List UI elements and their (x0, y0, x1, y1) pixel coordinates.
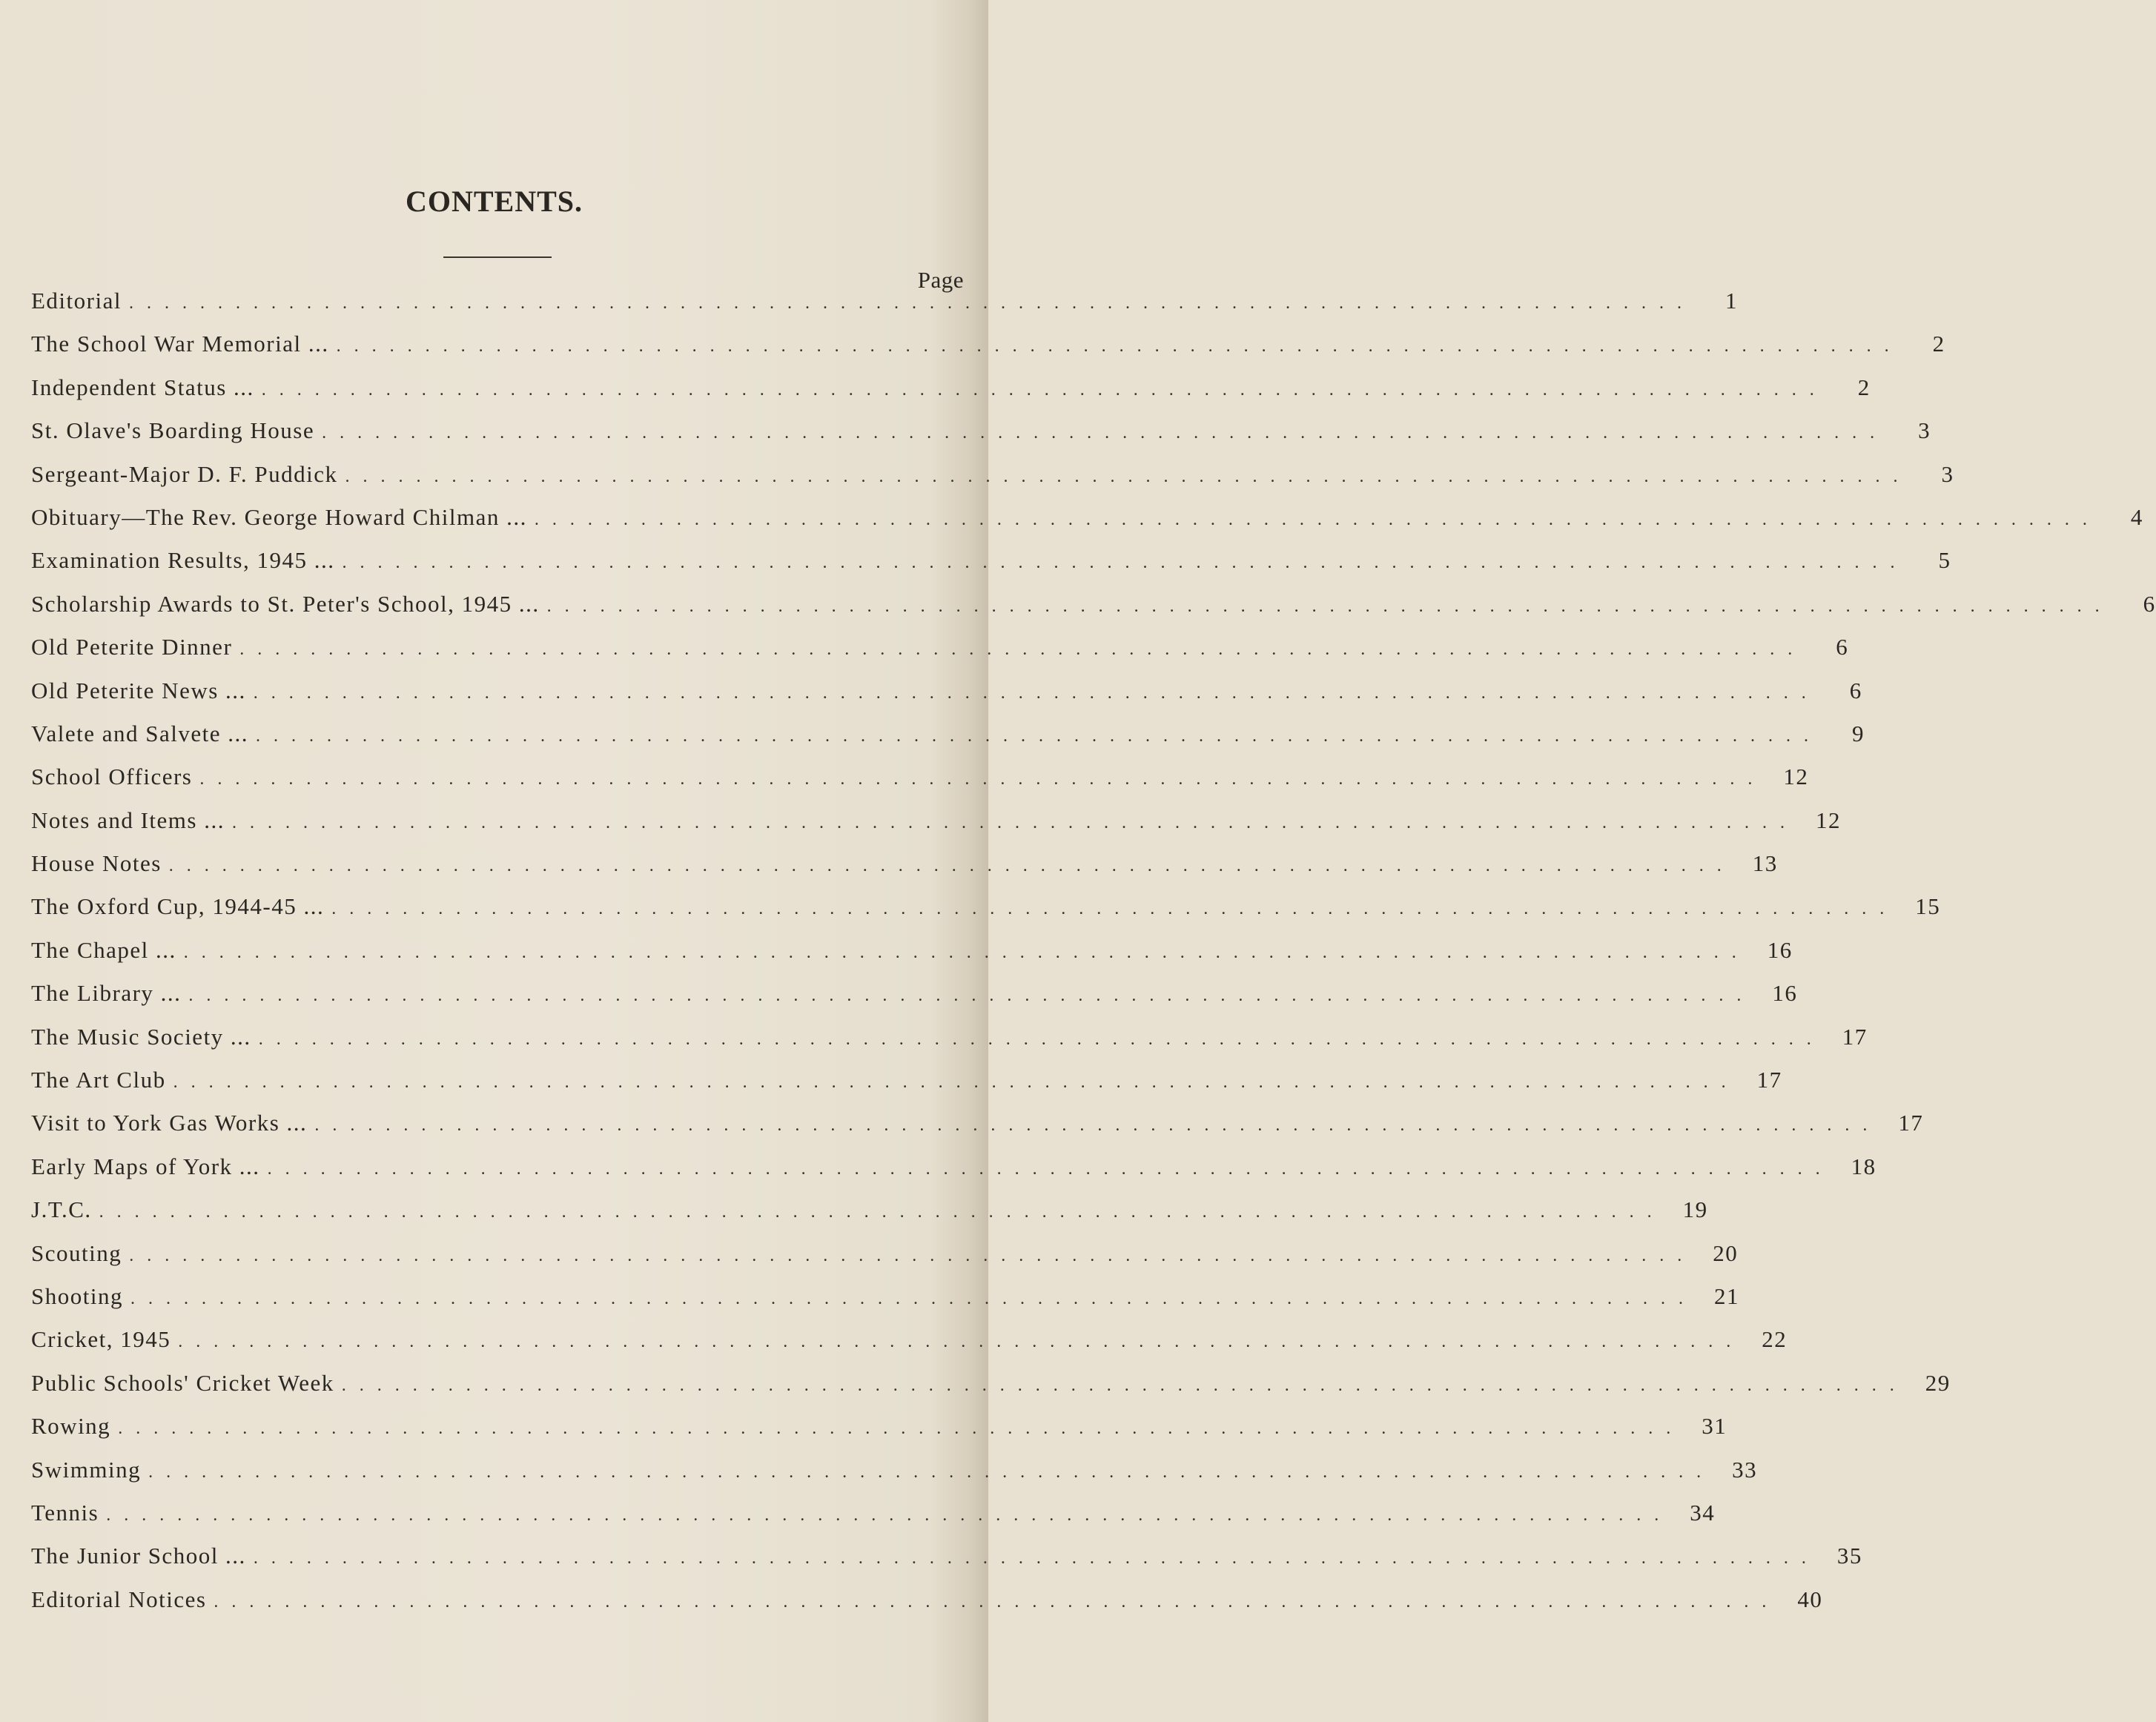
dot-leader: . . . . . . . . . . . . . . . . . . . . . . . . . . . . . . . . . . . . . . . . . . . . . . . . . . . . . . . . . . . . . . . . . . . . . . . . . . . . . . . . . . . . . . . . (214, 1592, 1771, 1612)
entry-page-number: 17 (1756, 1067, 1782, 1093)
entry-title: The Oxford Cup, 1944-45 ... (31, 893, 325, 920)
entry-title: Valete and Salvete ... (31, 720, 248, 746)
entry-title: Rowing (31, 1413, 111, 1440)
entry-title: Visit to York Gas Works ... (31, 1110, 308, 1136)
entry-page-number: 5 (1938, 547, 1951, 574)
dot-leader: . . . . . . . . . . . . . . . . . . . . . . . . . . . . . . . . . . . . . . . . . . . . . . . . . . . . . . . . . . . . . . . . . . . . . . . . . . . . . . . . . . . . . . . . (231, 812, 1789, 832)
contents-entry (31, 547, 1951, 590)
entry-title: Cricket, 1945 (31, 1326, 171, 1353)
contents-entry (31, 807, 1841, 850)
contents-entry (31, 677, 1862, 721)
dot-leader: . . . . . . . . . . . . . . . . . . . . . . . . . . . . . . . . . . . . . . . . . . . . . . . . . . . . . . . . . . . . . . . . . . . . . . . . . . . . . . . . . . . . . . . . (130, 1288, 1687, 1308)
dot-leader: . . . . . . . . . . . . . . . . . . . . . . . . . . . . . . . . . . . . . . . . . . . . . . . . . . . . . . . . . . . . . . . . . . . . . . . . . . . . . . . . . . . . . . . . (253, 683, 1811, 703)
entry-page-number: 13 (1752, 850, 1778, 877)
entry-title: Obituary—The Rev. George Howard Chilman ... (31, 503, 527, 530)
entry-title: Old Peterite Dinner (31, 634, 233, 660)
entry-title: The School War Memorial ... (31, 331, 329, 357)
dot-leader: . . . . . . . . . . . . . . . . . . . . . . . . . . . . . . . . . . . . . . . . . . . . . . . . . . . . . . . . . . . . . . . . . . . . . . . . . . . . . . . . . . . . . . . . (314, 1116, 1872, 1136)
entry-page-number: 3 (1941, 460, 1954, 487)
contents-entry (31, 720, 1865, 764)
entry-page-number: 12 (1815, 807, 1841, 833)
contents-entry (31, 1586, 1823, 1629)
page-title: CONTENTS. (405, 185, 583, 218)
contents-entry (31, 1282, 1739, 1326)
contents-entry (31, 460, 1954, 504)
contents-entry (31, 893, 1941, 936)
dot-leader: . . . . . . . . . . . . . . . . . . . . . . . . . . . . . . . . . . . . . . . . . . . . . . . . . . . . . . . . . . . . . . . . . . . . . . . . . . . . . . . . . . . . . . . . (253, 1549, 1811, 1569)
entry-page-number: 29 (1925, 1369, 1951, 1396)
entry-page-number: 15 (1915, 893, 1941, 920)
entry-page-number: 35 (1836, 1543, 1862, 1569)
dot-leader: . . . . . . . . . . . . . . . . . . . . . . . . . . . . . . . . . . . . . . . . . . . . . . . . . . . . . . . . . . . . . . . . . . . . . . . . . . . . . . . . . . . . . . . . (168, 856, 1726, 876)
dot-leader: . . . . . . . . . . . . . . . . . . . . . . . . . . . . . . . . . . . . . . . . . . . . . . . . . . . . . . . . . . . . . . . . . . . . . . . . . . . . . . . . . . . . . . . . (336, 337, 1894, 357)
contents-entry (31, 850, 1778, 893)
entry-title: J.T.C. (31, 1196, 92, 1223)
entry-page-number: 6 (2143, 590, 2156, 617)
entry-title: The Junior School ... (31, 1543, 246, 1569)
dot-leader: . . . . . . . . . . . . . . . . . . . . . . . . . . . . . . . . . . . . . . . . . . . . . . . . . . . . . . . . . . . . . . . . . . . . . . . . . . . . . . . . . . . . . . . . (342, 553, 1899, 573)
contents-entry (31, 288, 1738, 331)
contents-list (31, 288, 2156, 1629)
entry-page-number: 17 (1842, 1023, 1868, 1050)
entry-page-number: 6 (1836, 634, 1849, 660)
dot-leader: . . . . . . . . . . . . . . . . . . . . . . . . . . . . . . . . . . . . . . . . . . . . . . . . . . . . . . . . . . . . . . . . . . . . . . . . . . . . . . . . . . . . . . . . (322, 423, 1879, 443)
page-column-header: Page (917, 267, 964, 293)
dot-leader: . . . . . . . . . . . . . . . . . . . . . . . . . . . . . . . . . . . . . . . . . . . . . . . . . . . . . . . . . . . . . . . . . . . . . . . . . . . . . . . . . . . . . . . . (106, 1505, 1664, 1525)
dot-leader: . . . . . . . . . . . . . . . . . . . . . . . . . . . . . . . . . . . . . . . . . . . . . . . . . . . . . . . . . . . . . . . . . . . . . . . . . . . . . . . . . . . . . . . . (129, 1245, 1687, 1265)
dot-leader: . . . . . . . . . . . . . . . . . . . . . . . . . . . . . . . . . . . . . . . . . . . . . . . . . . . . . . . . . . . . . . . . . . . . . . . . . . . . . . . . . . . . . . . . (261, 380, 1819, 400)
dot-leader: . . . . . . . . . . . . . . . . . . . . . . . . . . . . . . . . . . . . . . . . . . . . . . . . . . . . . . . . . . . . . . . . . . . . . . . . . . . . . . . . . . . . . . . . (199, 769, 1757, 789)
entry-title: Examination Results, 1945 ... (31, 547, 335, 574)
entry-page-number: 17 (1898, 1110, 1924, 1136)
entry-title: Notes and Items ... (31, 807, 225, 833)
entry-page-number: 20 (1713, 1239, 1739, 1266)
dot-leader: . . . . . . . . . . . . . . . . . . . . . . . . . . . . . . . . . . . . . . . . . . . . . . . . . . . . . . . . . . . . . . . . . . . . . . . . . . . . . . . . . . . . . . . . (183, 942, 1741, 962)
dot-leader: . . . . . . . . . . . . . . . . . . . . . . . . . . . . . . . . . . . . . . . . . . . . . . . . . . . . . . . . . . . . . . . . . . . . . . . . . . . . . . . . . . . . . . . . (341, 1375, 1899, 1395)
contents-entry (31, 1326, 1788, 1369)
contents-entry (31, 634, 1849, 677)
contents-entry (31, 1369, 1951, 1413)
entry-page-number: 21 (1713, 1282, 1739, 1309)
dot-leader: . . . . . . . . . . . . . . . . . . . . . . . . . . . . . . . . . . . . . . . . . . . . . . . . . . . . . . . . . . . . . . . . . . . . . . . . . . . . . . . . . . . . . . . . (239, 640, 1797, 660)
entry-title: The Music Society ... (31, 1023, 251, 1050)
entry-title: Old Peterite News ... (31, 677, 246, 703)
contents-entry (31, 503, 2143, 547)
entry-page-number: 22 (1762, 1326, 1788, 1353)
dot-leader: . . . . . . . . . . . . . . . . . . . . . . . . . . . . . . . . . . . . . . . . . . . . . . . . . . . . . . . . . . . . . . . . . . . . . . . . . . . . . . . . . . . . . . . . (255, 726, 1813, 746)
contents-entry (31, 1196, 1708, 1239)
contents-entry (31, 1239, 1739, 1283)
entry-page-number: 33 (1732, 1456, 1758, 1483)
entry-title: The Library ... (31, 980, 182, 1007)
dot-leader: . . . . . . . . . . . . . . . . . . . . . . . . . . . . . . . . . . . . . . . . . . . . . . . . . . . . . . . . . . . . . . . . . . . . . . . . . . . . . . . . . . . . . . . . (188, 986, 1746, 1006)
entry-page-number: 31 (1702, 1413, 1727, 1440)
contents-entry (31, 590, 2156, 634)
entry-page-number: 2 (1857, 374, 1871, 400)
dot-leader: . . . . . . . . . . . . . . . . . . . . . . . . . . . . . . . . . . . . . . . . . . . . . . . . . . . . . . . . . . . . . . . . . . . . . . . . . . . . . . . . . . . . . . . . (173, 1073, 1730, 1093)
entry-page-number: 6 (1849, 677, 1862, 703)
contents-entry (31, 1153, 1876, 1196)
entry-title: Scholarship Awards to St. Peter's School, 1945 ... (31, 590, 540, 617)
dot-leader: . . . . . . . . . . . . . . . . . . . . . . . . . . . . . . . . . . . . . . . . . . . . . . . . . . . . . . . . . . . . . . . . . . . . . . . . . . . . . . . . . . . . . . . . (331, 899, 1889, 919)
entry-page-number: 16 (1772, 980, 1798, 1007)
dot-leader: . . . . . . . . . . . . . . . . . . . . . . . . . . . . . . . . . . . . . . . . . . . . . . . . . . . . . . . . . . . . . . . . . . . . . . . . . . . . . . . . . . . . . . . . (99, 1202, 1656, 1222)
dot-leader: . . . . . . . . . . . . . . . . . . . . . . . . . . . . . . . . . . . . . . . . . . . . . . . . . . . . . . . . . . . . . . . . . . . . . . . . . . . . . . . . . . . . . . . . (534, 509, 2091, 529)
contents-entry (31, 1499, 1716, 1543)
entry-page-number: 3 (1918, 417, 1931, 444)
dot-leader: . . . . . . . . . . . . . . . . . . . . . . . . . . . . . . . . . . . . . . . . . . . . . . . . . . . . . . . . . . . . . . . . . . . . . . . . . . . . . . . . . . . . . . . . (546, 596, 2104, 616)
entry-title: Early Maps of York ... (31, 1153, 260, 1179)
entry-page-number: 19 (1682, 1196, 1708, 1223)
entry-title: School Officers (31, 764, 193, 790)
contents-entry (31, 1067, 1782, 1110)
contents-entry (31, 331, 1945, 374)
entry-title: St. Olave's Boarding House (31, 417, 315, 444)
dot-leader: . . . . . . . . . . . . . . . . . . . . . . . . . . . . . . . . . . . . . . . . . . . . . . . . . . . . . . . . . . . . . . . . . . . . . . . . . . . . . . . . . . . . . . . . (258, 1029, 1816, 1049)
entry-page-number: 1 (1725, 288, 1738, 314)
entry-title: House Notes (31, 850, 162, 877)
entry-title: The Chapel ... (31, 936, 176, 963)
entry-title: Tennis (31, 1499, 99, 1526)
contents-entry (31, 374, 1871, 417)
entry-title: Independent Status ... (31, 374, 254, 400)
dot-leader: . . . . . . . . . . . . . . . . . . . . . . . . . . . . . . . . . . . . . . . . . . . . . . . . . . . . . . . . . . . . . . . . . . . . . . . . . . . . . . . . . . . . . . . . (128, 294, 1686, 313)
entry-page-number: 40 (1797, 1586, 1823, 1612)
entry-title: Public Schools' Cricket Week (31, 1369, 334, 1396)
entry-page-number: 9 (1851, 720, 1865, 746)
contents-entry (31, 1023, 1868, 1067)
entry-title: Shooting (31, 1282, 123, 1309)
title-rule (443, 256, 552, 258)
entry-title: The Art Club (31, 1067, 166, 1093)
entry-page-number: 4 (2130, 503, 2143, 530)
entry-page-number: 16 (1767, 936, 1793, 963)
entry-title: Editorial (31, 288, 122, 314)
dot-leader: . . . . . . . . . . . . . . . . . . . . . . . . . . . . . . . . . . . . . . . . . . . . . . . . . . . . . . . . . . . . . . . . . . . . . . . . . . . . . . . . . . . . . . . . (267, 1159, 1825, 1179)
dot-leader: . . . . . . . . . . . . . . . . . . . . . . . . . . . . . . . . . . . . . . . . . . . . . . . . . . . . . . . . . . . . . . . . . . . . . . . . . . . . . . . . . . . . . . . . (148, 1462, 1706, 1482)
contents-entry (31, 1110, 1924, 1153)
dot-leader: . . . . . . . . . . . . . . . . . . . . . . . . . . . . . . . . . . . . . . . . . . . . . . . . . . . . . . . . . . . . . . . . . . . . . . . . . . . . . . . . . . . . . . . . (345, 466, 1902, 486)
contents-entry (31, 1413, 1727, 1456)
entry-page-number: 12 (1783, 764, 1809, 790)
contents-entry (31, 1543, 1862, 1586)
entry-page-number: 34 (1690, 1499, 1716, 1526)
contents-entry (31, 936, 1793, 980)
entry-title: Scouting (31, 1239, 122, 1266)
entry-title: Sergeant-Major D. F. Puddick (31, 460, 338, 487)
contents-entry (31, 980, 1798, 1023)
dot-leader: . . . . . . . . . . . . . . . . . . . . . . . . . . . . . . . . . . . . . . . . . . . . . . . . . . . . . . . . . . . . . . . . . . . . . . . . . . . . . . . . . . . . . . . . (118, 1419, 1676, 1439)
dot-leader: . . . . . . . . . . . . . . . . . . . . . . . . . . . . . . . . . . . . . . . . . . . . . . . . . . . . . . . . . . . . . . . . . . . . . . . . . . . . . . . . . . . . . . . . (178, 1332, 1736, 1352)
entry-title: Editorial Notices (31, 1586, 207, 1612)
entry-title: Swimming (31, 1456, 142, 1483)
contents-entry (31, 417, 1931, 460)
entry-page-number: 18 (1851, 1153, 1876, 1179)
contents-entry (31, 764, 1809, 807)
entry-page-number: 2 (1932, 331, 1945, 357)
contents-entry (31, 1456, 1758, 1500)
